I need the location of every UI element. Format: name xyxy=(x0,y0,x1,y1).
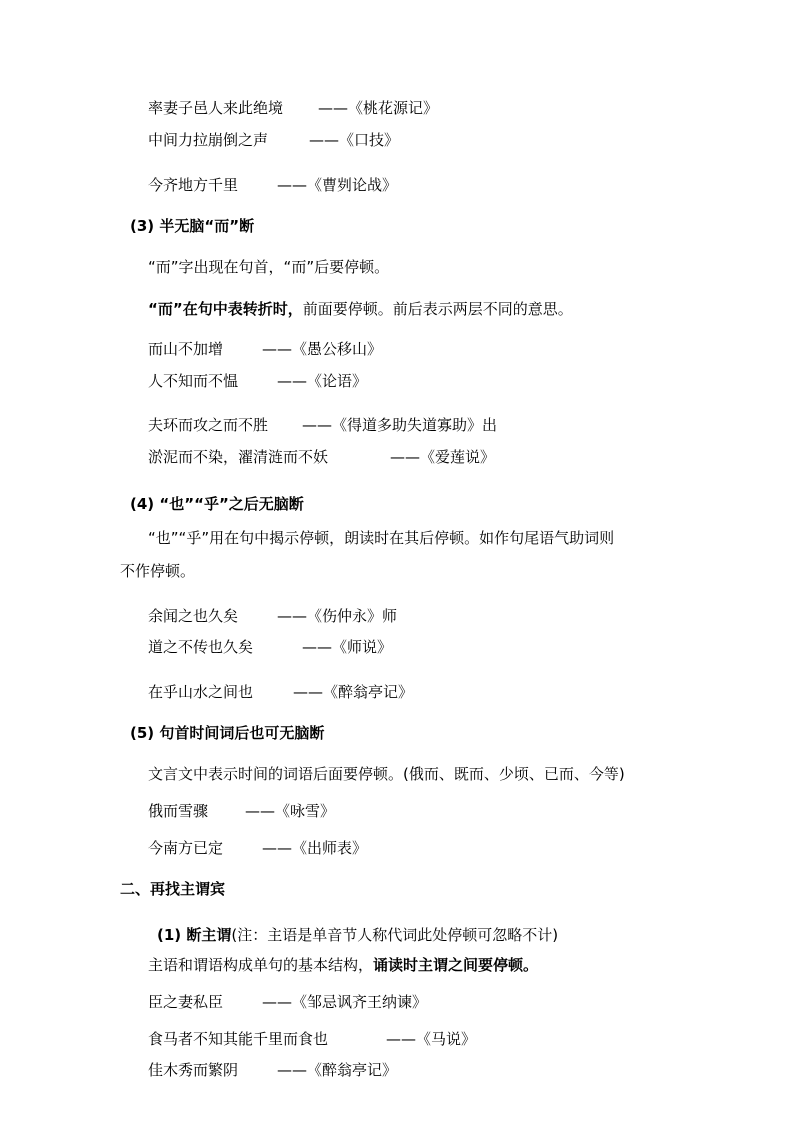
subheading-note: (注：主语是单音节人称代词此处停顿可忽略不计) xyxy=(231,926,559,944)
rule-plain: 前面要停顿。前后表示两层不同的意思。 xyxy=(302,300,573,318)
example-line xyxy=(148,175,238,195)
part-heading: 二、再找主谓宾 xyxy=(120,880,226,898)
rule-plain: 主语和谓语构成单句的基本结构， xyxy=(148,956,374,974)
example-quote: 佳木秀而繁阴 xyxy=(148,1061,239,1079)
example-quote: 率妻子邑人来此绝境 xyxy=(148,99,284,117)
example-quote: 中间力拉崩倒之声 xyxy=(148,131,269,149)
subheading-bold: (1) 断主谓 xyxy=(157,926,232,944)
example-quote: 夫环而攻之而不胜 xyxy=(148,416,269,434)
example-source: ——《邹忌讽齐王纳谏》 xyxy=(262,993,428,1011)
example-source: ——《得道多助失道寡助》出 xyxy=(302,416,498,434)
rule-text xyxy=(148,299,573,319)
rule-text: 不作停顿。 xyxy=(120,562,196,580)
example-source: ——《醉翁亭记》 xyxy=(277,1061,398,1079)
rule-bold: “而”在句中表转折时， xyxy=(148,300,303,318)
example-source: ——《醉翁亭记》 xyxy=(293,683,414,701)
example-quote: 食马者不知其能千里而食也 xyxy=(148,1030,329,1048)
example-quote: 而山不加增 xyxy=(148,340,224,358)
example-source: ——《咏雪》 xyxy=(245,802,336,820)
example-source: ——《出师表》 xyxy=(262,839,368,857)
example-quote: 俄而雪骤 xyxy=(148,802,209,820)
example-source: ——《曹刿论战》 xyxy=(277,176,398,194)
rule-bold: 诵读时主谓之间要停顿。 xyxy=(373,956,539,974)
example-quote: 在乎山水之间也 xyxy=(148,683,254,701)
rule-text: “而”字出现在句首，“而”后要停顿。 xyxy=(148,258,390,276)
rule-text xyxy=(148,955,538,975)
example-source: ——《马说》 xyxy=(386,1030,477,1048)
subheading xyxy=(157,925,558,945)
example-source: ——《论语》 xyxy=(277,372,368,390)
example-quote: 今齐地方千里 xyxy=(148,176,239,194)
rule-text: 文言文中表示时间的词语后面要停顿。(俄而、既而、少顷、已而、今等) xyxy=(148,765,625,783)
example-source: ——《愚公移山》 xyxy=(262,340,383,358)
example-line xyxy=(148,130,268,150)
example-source: ——《口技》 xyxy=(309,131,400,149)
example-source: ——《师说》 xyxy=(302,638,393,656)
example-source: ——《爱莲说》 xyxy=(390,448,496,466)
rule-text: “也”“乎”用在句中揭示停顿，朗读时在其后停顿。如作句尾语气助词则 xyxy=(148,529,615,547)
example-source: ——《伤仲永》师 xyxy=(277,607,398,625)
example-quote: 余闻之也久矣 xyxy=(148,607,239,625)
example-line xyxy=(148,98,283,118)
example-quote: 今南方已定 xyxy=(148,839,224,857)
example-source: ——《桃花源记》 xyxy=(318,99,439,117)
section-heading: (3) 半无脑“而”断 xyxy=(130,217,255,235)
example-quote: 道之不传也久矣 xyxy=(148,638,254,656)
section-heading: (4) “也”“乎”之后无脑断 xyxy=(130,495,304,513)
example-quote: 臣之妻私臣 xyxy=(148,993,224,1011)
example-quote: 人不知而不愠 xyxy=(148,372,239,390)
section-heading: (5) 句首时间词后也可无脑断 xyxy=(130,724,325,742)
example-quote: 淤泥而不染，濯清涟而不妖 xyxy=(148,448,329,466)
